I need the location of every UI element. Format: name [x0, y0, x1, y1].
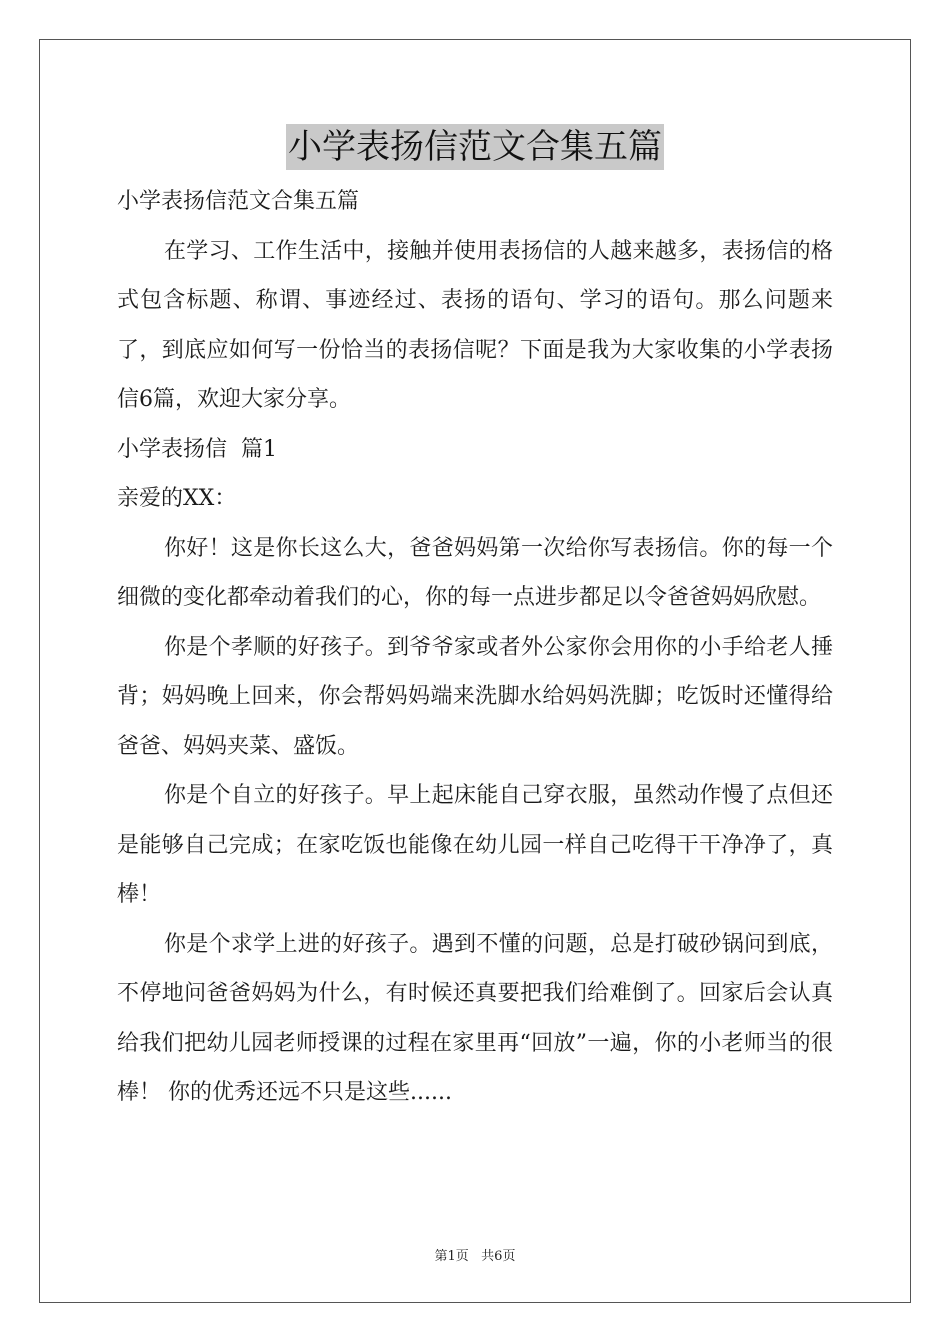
body-paragraph: 你是个求学上进的好孩子。遇到不懂的问题，总是打破砂锅问到底，不停地问爸爸妈妈为什么，有时候还真要把我们给难倒了。回家后会认真给我们把幼儿园老师授课的过程在家里再“回放”一遍，你的小老师当的很棒！ 你的优秀还远不只是这些......: [117, 931, 833, 1105]
intro-paragraph: 在学习、工作生活中，接触并使用表扬信的人越来越多，表扬信的格式包含标题、称谓、事迹经过、表扬的语句、学习的语句。那么问题来了，到底应如何写一份恰当的表扬信呢？下面是我为大家收集的小学表扬信6篇，欢迎大家分享。: [117, 238, 833, 412]
salutation: 亲爱的XX：: [117, 486, 237, 511]
page-indicator: 第1页 共6页: [434, 1249, 516, 1264]
body-paragraph: 你好！这是你长这么大，爸爸妈妈第一次给你写表扬信。你的每一个细微的变化都牵动着我们的心，你的每一点进步都足以令爸爸妈妈欣慰。: [117, 535, 833, 610]
body-paragraph: 你是个孝顺的好孩子。到爷爷家或者外公家你会用你的小手给老人捶背；妈妈晚上回来，你会帮妈妈端来洗脚水给妈妈洗脚；吃饭时还懂得给爸爸、妈妈夹菜、盛饭。: [117, 634, 833, 759]
document-title: 小学表扬信范文合集五篇: [286, 124, 664, 170]
body-paragraph: 你是个自立的好孩子。早上起床能自己穿衣服，虽然动作慢了点但还是能够自己完成；在家吃饭也能像在幼儿园一样自己吃得干干净净了，真棒！: [117, 783, 833, 907]
document-body: [117, 177, 833, 1118]
subtitle: 小学表扬信范文合集五篇: [117, 189, 360, 214]
section-heading: 小学表扬信 篇1: [117, 436, 277, 462]
title-container: [0, 124, 950, 170]
